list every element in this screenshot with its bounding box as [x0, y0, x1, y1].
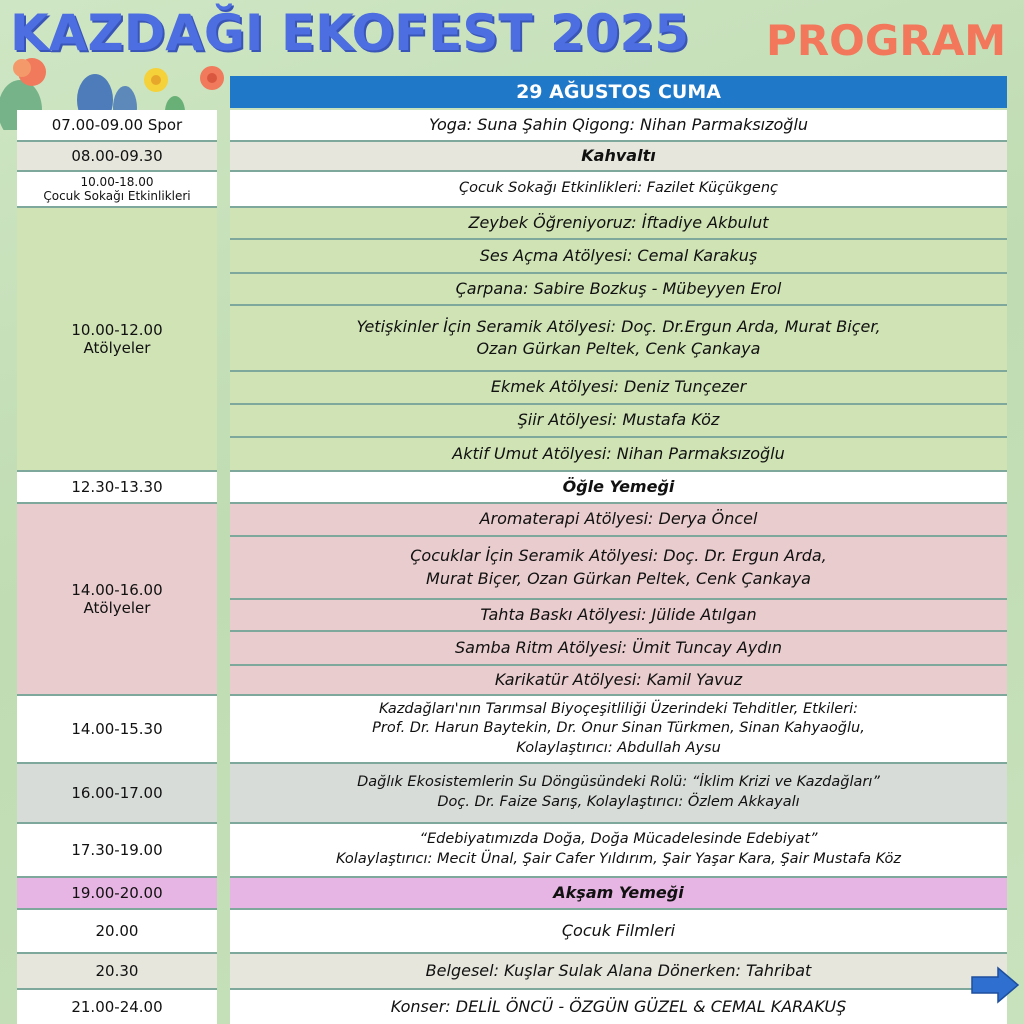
- activity-cell: Aktif Umut Atölyesi: Nihan Parmaksızoğlu: [230, 438, 1007, 472]
- time-cell: 12.30-13.30: [17, 472, 217, 504]
- time-cell: 19.00-20.00: [17, 878, 217, 910]
- activity-cell: Çocuklar İçin Seramik Atölyesi: Doç. Dr. Ergun Arda, Murat Biçer, Ozan Gürkan Peltek, Cenk Çankaya: [230, 537, 1007, 600]
- activity-cell: Akşam Yemeği: [230, 878, 1007, 910]
- activity-cell: Çocuk Filmleri: [230, 910, 1007, 954]
- activity-cell: Yetişkinler İçin Seramik Atölyesi: Doç. Dr.Ergun Arda, Murat Biçer, Ozan Gürkan Peltek, Cenk Çankaya: [230, 306, 1007, 372]
- activity-cell: Çarpana: Sabire Bozkuş - Mübeyyen Erol: [230, 274, 1007, 306]
- time-cell: 10.00-12.00 Atölyeler: [17, 208, 217, 472]
- time-cell: 08.00-09.30: [17, 142, 217, 172]
- activity-cell: Belgesel: Kuşlar Sulak Alana Dönerken: Tahribat: [230, 954, 1007, 990]
- activity-cell: Kahvaltı: [230, 142, 1007, 172]
- next-arrow-icon[interactable]: [970, 966, 1020, 1004]
- activity-cell: Şiir Atölyesi: Mustafa Köz: [230, 405, 1007, 438]
- activity-cell: “Edebiyatımızda Doğa, Doğa Mücadelesinde Edebiyat” Kolaylaştırıcı: Mecit Ünal, Şair Cafer Yıldırım, Şair Yaşar Kara, Şair Mustafa Köz: [230, 824, 1007, 878]
- festival-title: KAZDAĞI EKOFEST 2025: [10, 4, 690, 62]
- time-cell: 17.30-19.00: [17, 824, 217, 878]
- activity-cell: Zeybek Öğreniyoruz: İftadiye Akbulut: [230, 208, 1007, 240]
- time-cell: 14.00-15.30: [17, 696, 217, 764]
- activity-cell: Kazdağları'nın Tarımsal Biyoçeşitliliği Üzerindeki Tehditler, Etkileri: Prof. Dr. Harun Baytekin, Dr. Onur Sinan Türkmen, Sinan Kahyaoğlu, Kolaylaştırıcı: Abdullah Aysu: [230, 696, 1007, 764]
- activity-cell: Ekmek Atölyesi: Deniz Tunçezer: [230, 372, 1007, 405]
- date-header: 29 AĞUSTOS CUMA: [230, 76, 1007, 108]
- time-cell: 20.30: [17, 954, 217, 990]
- time-cell: 07.00-09.00 Spor: [17, 110, 217, 142]
- activity-cell: Dağlık Ekosistemlerin Su Döngüsündeki Rolü: “İklim Krizi ve Kazdağları” Doç. Dr. Faize Sarış, Kolaylaştırıcı: Özlem Akkayalı: [230, 764, 1007, 824]
- activity-cell: Samba Ritm Atölyesi: Ümit Tuncay Aydın: [230, 632, 1007, 666]
- activity-cell: Konser: DELİL ÖNCÜ - ÖZGÜN GÜZEL & CEMAL KARAKUŞ: [230, 990, 1007, 1024]
- activity-cell: Öğle Yemeği: [230, 472, 1007, 504]
- activity-cell: Aromaterapi Atölyesi: Derya Öncel: [230, 504, 1007, 537]
- time-cell: 14.00-16.00 Atölyeler: [17, 504, 217, 696]
- activity-cell: Çocuk Sokağı Etkinlikleri: Fazilet Küçükgenç: [230, 172, 1007, 208]
- activity-cell: Tahta Baskı Atölyesi: Jülide Atılgan: [230, 600, 1007, 632]
- time-cell: 21.00-24.00: [17, 990, 217, 1024]
- activity-cell: Yoga: Suna Şahin Qigong: Nihan Parmaksızoğlu: [230, 110, 1007, 142]
- time-cell: 10.00-18.00 Çocuk Sokağı Etkinlikleri: [17, 172, 217, 208]
- program-label: PROGRAM: [766, 16, 1006, 65]
- activity-cell: Karikatür Atölyesi: Kamil Yavuz: [230, 666, 1007, 696]
- time-cell: 20.00: [17, 910, 217, 954]
- time-cell: 16.00-17.00: [17, 764, 217, 824]
- activity-cell: Ses Açma Atölyesi: Cemal Karakuş: [230, 240, 1007, 274]
